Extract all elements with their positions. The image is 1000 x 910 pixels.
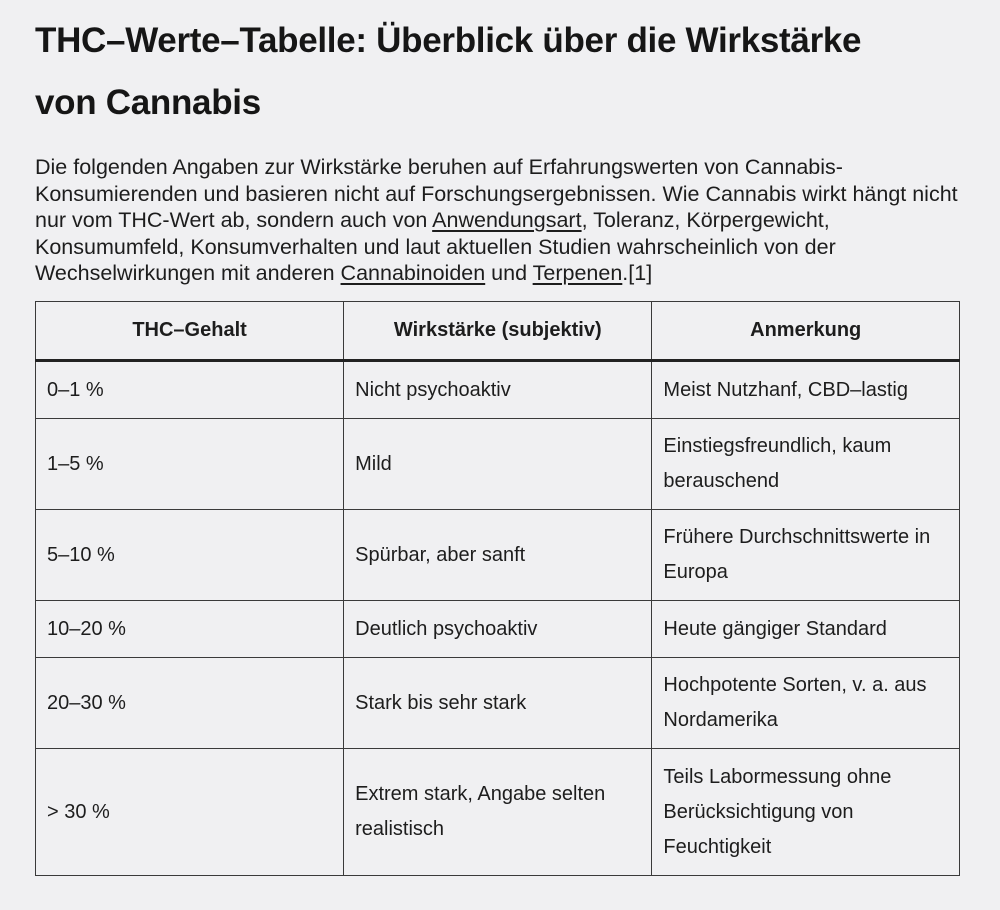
- title-line-1: THC–Werte–Tabelle: Überblick über die Wirkstärke: [35, 21, 862, 60]
- cell-thc-gehalt: 1–5 %: [36, 419, 344, 510]
- cell-thc-gehalt: 20–30 %: [36, 658, 344, 749]
- table-row: [36, 419, 960, 510]
- table-row: [36, 601, 960, 658]
- header-thc-gehalt: THC–Gehalt: [36, 302, 344, 361]
- cell-anmerkung: Hochpotente Sorten, v. a. aus Nordamerika: [652, 658, 960, 749]
- intro-text-2: , Toleranz, Körpergewicht, Konsumumfeld, Konsumverhalten und laut aktuellen Studien wahrscheinlich von der Wechselwirkungen mit anderen: [35, 208, 836, 285]
- cell-anmerkung: Meist Nutzhanf, CBD–lastig: [652, 361, 960, 419]
- table-header-row: [36, 302, 960, 361]
- page-title: [35, 0, 965, 134]
- cell-anmerkung: Teils Labormessung ohne Berücksichtigung von Feuchtigkeit: [652, 749, 960, 876]
- cell-thc-gehalt: 5–10 %: [36, 510, 344, 601]
- cell-wirkstaerke: Deutlich psychoaktiv: [344, 601, 652, 658]
- cell-anmerkung: Einstiegsfreundlich, kaum berauschend: [652, 419, 960, 510]
- intro-text-4: .[1]: [622, 261, 653, 285]
- intro-paragraph: [35, 154, 965, 287]
- cell-wirkstaerke: Mild: [344, 419, 652, 510]
- cell-wirkstaerke: Extrem stark, Angabe selten realistisch: [344, 749, 652, 876]
- table-row: [36, 510, 960, 601]
- table-row: [36, 658, 960, 749]
- cell-anmerkung: Frühere Durchschnittswerte in Europa: [652, 510, 960, 601]
- table-row: [36, 749, 960, 876]
- cell-wirkstaerke: Spürbar, aber sanft: [344, 510, 652, 601]
- cell-thc-gehalt: > 30 %: [36, 749, 344, 876]
- article: [35, 0, 965, 287]
- title-line-2: von Cannabis: [35, 83, 261, 122]
- cell-thc-gehalt: 0–1 %: [36, 361, 344, 419]
- thc-values-table: [35, 301, 960, 876]
- cell-anmerkung: Heute gängiger Standard: [652, 601, 960, 658]
- intro-text-3: und: [485, 261, 533, 285]
- cell-wirkstaerke: Nicht psychoaktiv: [344, 361, 652, 419]
- cell-thc-gehalt: 10–20 %: [36, 601, 344, 658]
- cell-wirkstaerke: Stark bis sehr stark: [344, 658, 652, 749]
- link-terpenen[interactable]: Terpenen: [532, 261, 623, 285]
- link-cannabinoiden[interactable]: Cannabinoiden: [340, 261, 486, 285]
- header-wirkstaerke: Wirkstärke (subjektiv): [344, 302, 652, 361]
- table-row: [36, 361, 960, 419]
- intro-text-1: Die folgenden Angaben zur Wirkstärke beruhen auf Erfahrungswerten von Cannabis-Konsumierenden und basieren nicht auf Forschungsergebnissen. Wie Cannabis wirkt hängt nicht nur vom THC-Wert ab, sondern auch von: [35, 155, 958, 232]
- header-anmerkung: Anmerkung: [652, 302, 960, 361]
- link-anwendungsart[interactable]: Anwendungsart: [432, 208, 582, 232]
